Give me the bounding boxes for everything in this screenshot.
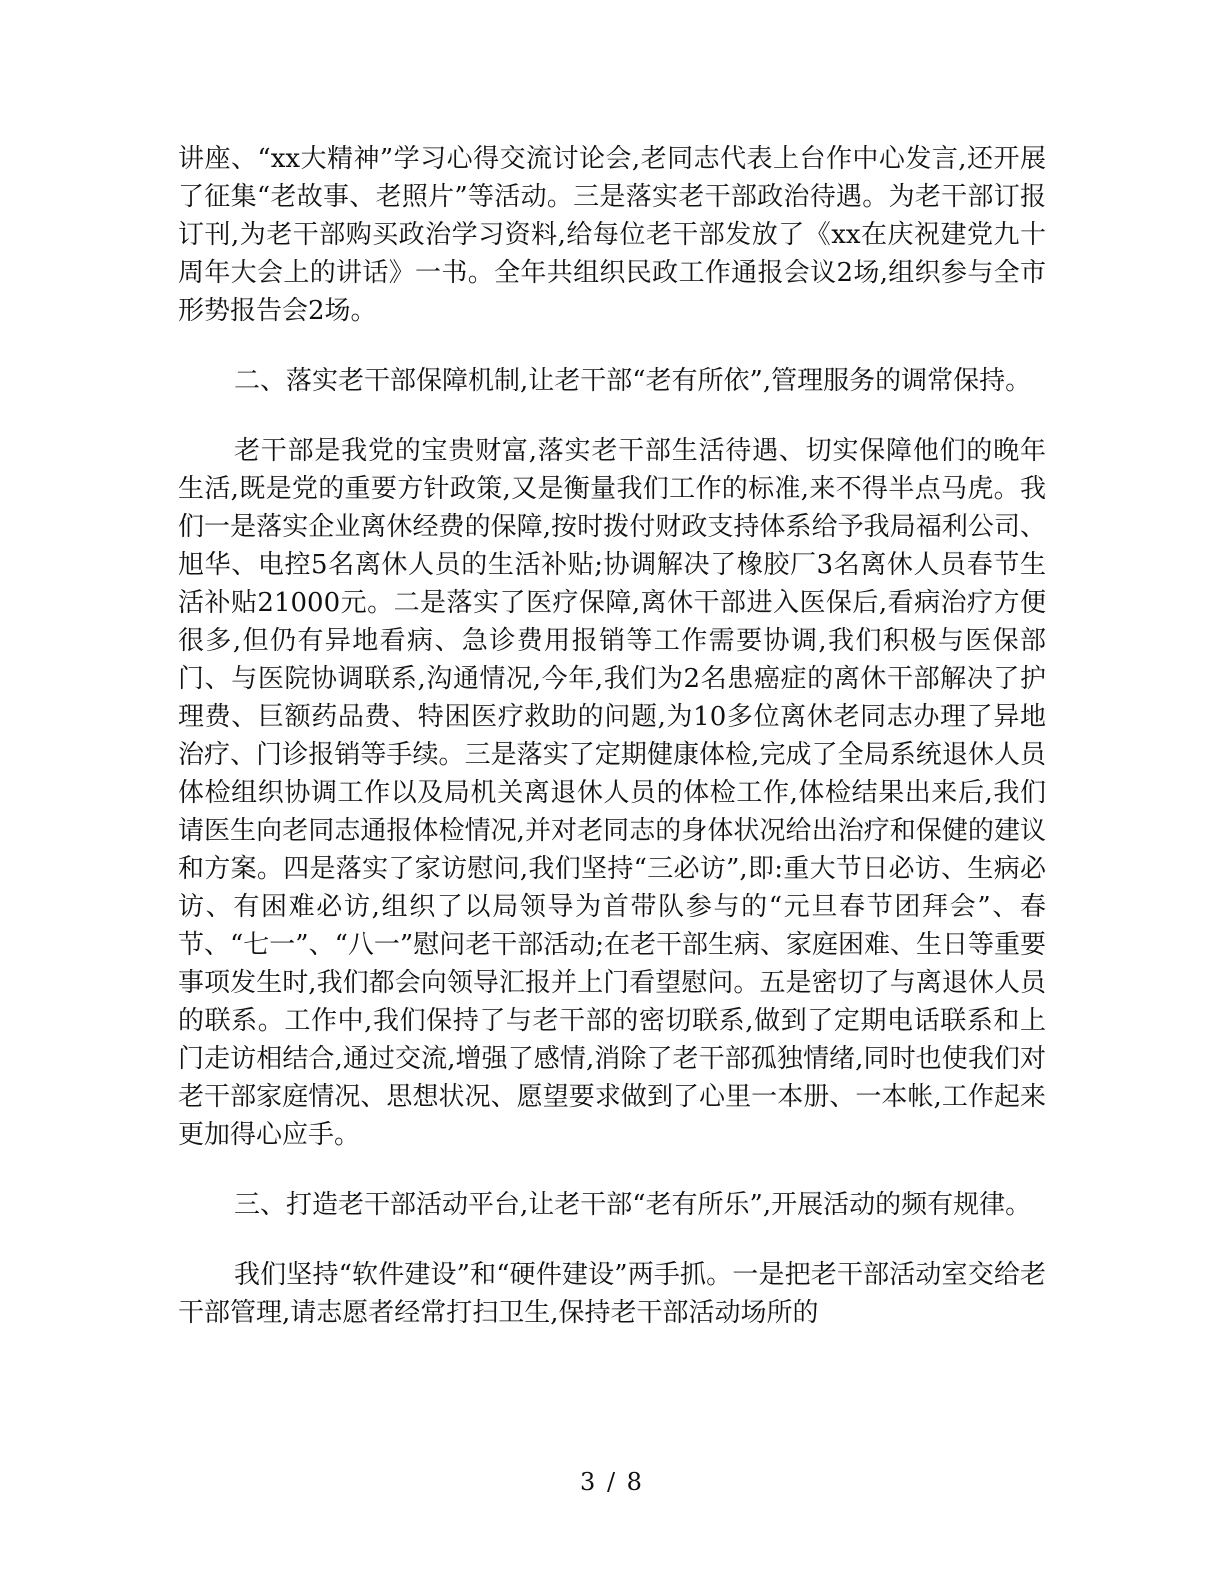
page-number: 3 / 8	[580, 1468, 644, 1496]
paragraph-security-mechanism: 老干部是我党的宝贵财富,落实老干部生活待遇、切实保障他们的晚年生活,既是党的重要方针政策,又是衡量我们工作的标准,来不得半点马虎。我们一是落实企业离休经费的保障,按时拨付财政支持体系给予我局福利公司、旭华、电控5名离休人员的生活补贴;协调解决了橡胶厂3名离休人员春节生活补贴21000元。二是落实了医疗保障,离休干部进入医保后,看病治疗方便很多,但仍有异地看病、急诊费用报销等工作需要协调,我们积极与医保部门、与医院协调联系,沟通情况,今年,我们为2名患癌症的离休干部解决了护理费、巨额药品费、特困医疗救助的问题,为10多位离休老同志办理了异地治疗、门诊报销等手续。三是落实了定期健康体检,完成了全局系统退休人员体检组织协调工作以及局机关离退休人员的体检工作,体检结果出来后,我们请医生向老同志通报体检情况,并对老同志的身体状况给出治疗和保健的建议和方案。四是落实了家访慰问,我们坚持“三必访”,即:重大节日必访、生病必访、有困难必访,组织了以局领导为首带队参与的“元旦春节团拜会”、春节、“七一”、“八一”慰问老干部活动;在老干部生病、家庭困难、生日等重要事项发生时,我们都会向领导汇报并上门看望慰问。五是密切了与离退休人员的联系。工作中,我们保持了与老干部的密切联系,做到了定期电话联系和上门走访相结合,通过交流,增强了感情,消除了老干部孤独情绪,同时也使我们对老干部家庭情况、思想状况、愿望要求做到了心里一本册、一本帐,工作起来更加得心应手。	[178, 436, 1047, 1150]
paragraph-activity-platform: 我们坚持“软件建设”和“硬件建设”两手抓。一是把老干部活动室交给老干部管理,请志愿者经常打扫卫生,保持老干部活动场所的	[178, 1260, 1046, 1328]
section-heading-2: 二、落实老干部保障机制,让老干部“老有所依”,管理服务的调常保持。	[234, 366, 1032, 396]
paragraph-continuation: 讲座、“xx大精神”学习心得交流讨论会,老同志代表上台作中心发言,还开展了征集“老故事、老照片”等活动。三是落实老干部政治待遇。为老干部订报订刊,为老干部购买政治学习资料,给每位老干部发放了《xx在庆祝建党九十周年大会上的讲话》一书。全年共组织民政工作通报会议2场,组织参与全市形势报告会2场。	[178, 144, 1046, 326]
section-heading-3: 三、打造老干部活动平台,让老干部“老有所乐”,开展活动的频有规律。	[234, 1190, 1032, 1220]
document-body	[178, 140, 1046, 1332]
